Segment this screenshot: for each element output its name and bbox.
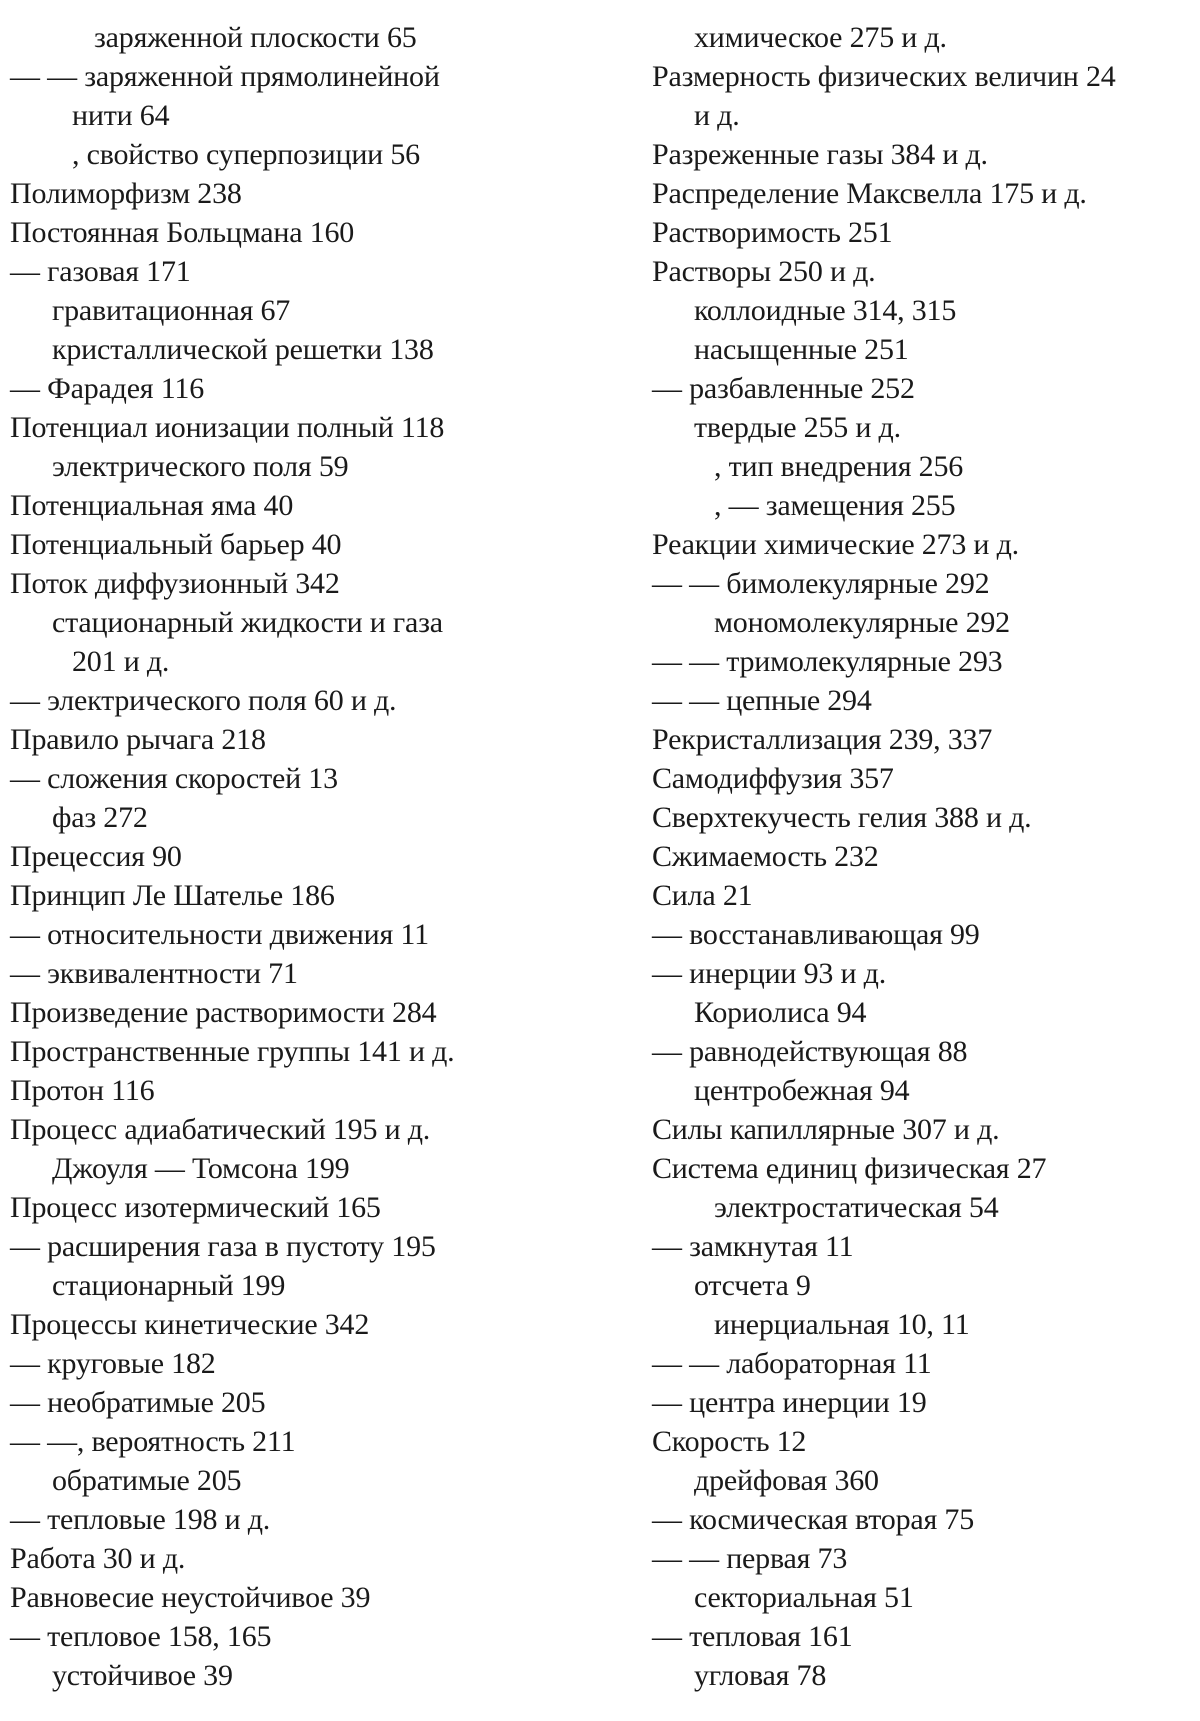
index-entry: Реакции химические 273 и д.	[652, 528, 1019, 561]
index-entry: Процесс изотермический 165	[10, 1191, 381, 1224]
index-entry: Джоуля — Томсона 199	[52, 1152, 350, 1185]
index-entry: — космическая вторая 75	[652, 1503, 975, 1536]
index-entry: Растворы 250 и д.	[652, 255, 876, 288]
index-entry: Поток диффузионный 342	[10, 567, 340, 600]
index-entry: 201 и д.	[72, 645, 170, 678]
index-entry: Потенциальный барьер 40	[10, 528, 342, 561]
index-entry: — — заряженной прямолинейной	[10, 60, 440, 93]
index-entry: Процессы кинетические 342	[10, 1308, 370, 1341]
index-entry: — — цепные 294	[652, 684, 872, 717]
index-entry: Сверхтекучесть гелия 388 и д.	[652, 801, 1032, 834]
index-entry: — электрического поля 60 и д.	[10, 684, 397, 717]
index-entry: коллоидные 314, 315	[694, 294, 957, 327]
index-entry: — равнодействующая 88	[652, 1035, 968, 1068]
index-entry: — сложения скоростей 13	[10, 762, 338, 795]
index-entry: отсчета 9	[694, 1269, 811, 1302]
index-entry: Прецессия 90	[10, 840, 182, 873]
index-entry: — газовая 171	[10, 255, 191, 288]
index-entry: устойчивое 39	[52, 1659, 233, 1692]
index-entry: Скорость 12	[652, 1425, 807, 1458]
index-entry: , свойство суперпозиции 56	[72, 138, 420, 171]
index-entry: — тепловые 198 и д.	[10, 1503, 271, 1536]
index-entry: Потенциальная яма 40	[10, 489, 294, 522]
index-entry: заряженной плоскости 65	[94, 21, 417, 54]
index-entry: Полиморфизм 238	[10, 177, 242, 210]
index-entry: — замкнутая 11	[652, 1230, 854, 1263]
index-entry: — центра инерции 19	[652, 1386, 927, 1419]
index-column-right	[652, 18, 1192, 1695]
index-entry: угловая 78	[694, 1659, 827, 1692]
index-entry: Кориолиса 94	[694, 996, 867, 1029]
index-entry: Растворимость 251	[652, 216, 893, 249]
index-entry: Равновесие неустойчивое 39	[10, 1581, 371, 1614]
index-entry: Работа 30 и д.	[10, 1542, 186, 1575]
index-entry: — расширения газа в пустоту 195	[10, 1230, 436, 1263]
index-entry: химическое 275 и д.	[694, 21, 947, 54]
index-entry: секториальная 51	[694, 1581, 914, 1614]
index-entry: электростатическая 54	[714, 1191, 999, 1224]
index-entry: электрического поля 59	[52, 450, 349, 483]
index-entry: — тепловая 161	[652, 1620, 853, 1653]
index-entry: фаз 272	[52, 801, 148, 834]
index-entry: кристаллической решетки 138	[52, 333, 434, 366]
index-entry: Сжимаемость 232	[652, 840, 879, 873]
index-entry: гравитационная 67	[52, 294, 291, 327]
index-entry: Постоянная Больцмана 160	[10, 216, 355, 249]
index-entry: нити 64	[72, 99, 170, 132]
index-entry: — круговые 182	[10, 1347, 216, 1380]
index-entry: Система единиц физическая 27	[652, 1152, 1047, 1185]
index-entry: — необратимые 205	[10, 1386, 266, 1419]
index-entry: Потенциал ионизации полный 118	[10, 411, 445, 444]
index-entry: Произведение растворимости 284	[10, 996, 437, 1029]
index-entry: — — бимолекулярные 292	[652, 567, 990, 600]
index-entry: стационарный жидкости и газа	[52, 606, 443, 639]
index-entry: — Фарадея 116	[10, 372, 204, 405]
index-entry: — относительности движения 11	[10, 918, 429, 951]
index-entry: Разреженные газы 384 и д.	[652, 138, 988, 171]
index-entry: — — первая 73	[652, 1542, 848, 1575]
index-entry: — — тримолекулярные 293	[652, 645, 1003, 678]
index-entry: — — лабораторная 11	[652, 1347, 932, 1380]
index-entry: — эквивалентности 71	[10, 957, 298, 990]
index-entry: дрейфовая 360	[694, 1464, 879, 1497]
index-entry: насыщенные 251	[694, 333, 909, 366]
index-entry: Процесс адиабатический 195 и д.	[10, 1113, 431, 1146]
index-entry: мономолекулярные 292	[714, 606, 1010, 639]
index-entry: Рекристаллизация 239, 337	[652, 723, 993, 756]
index-entry: Размерность физических величин 24	[652, 60, 1116, 93]
index-entry: Правило рычага 218	[10, 723, 266, 756]
index-entry: — —, вероятность 211	[10, 1425, 296, 1458]
index-entry: Принцип Ле Шателье 186	[10, 879, 335, 912]
index-entry: Пространственные группы 141 и д.	[10, 1035, 455, 1068]
index-entry: центробежная 94	[694, 1074, 910, 1107]
index-entry: , — замещения 255	[714, 489, 956, 522]
index-entry: — тепловое 158, 165	[10, 1620, 272, 1653]
index-entry: Сила 21	[652, 879, 753, 912]
index-entry: , тип внедрения 256	[714, 450, 964, 483]
index-entry: и д.	[694, 99, 740, 132]
index-entry: Распределение Максвелла 175 и д.	[652, 177, 1087, 210]
index-column-left	[10, 18, 570, 1695]
index-entry: инерциальная 10, 11	[714, 1308, 970, 1341]
index-entry: обратимые 205	[52, 1464, 242, 1497]
index-entry: Протон 116	[10, 1074, 155, 1107]
index-entry: твердые 255 и д.	[694, 411, 901, 444]
index-entry: — разбавленные 252	[652, 372, 915, 405]
index-entry: — восстанавливающая 99	[652, 918, 980, 951]
index-entry: Силы капиллярные 307 и д.	[652, 1113, 1000, 1146]
index-entry: Самодиффузия 357	[652, 762, 894, 795]
index-entry: — инерции 93 и д.	[652, 957, 887, 990]
index-entry: стационарный 199	[52, 1269, 286, 1302]
